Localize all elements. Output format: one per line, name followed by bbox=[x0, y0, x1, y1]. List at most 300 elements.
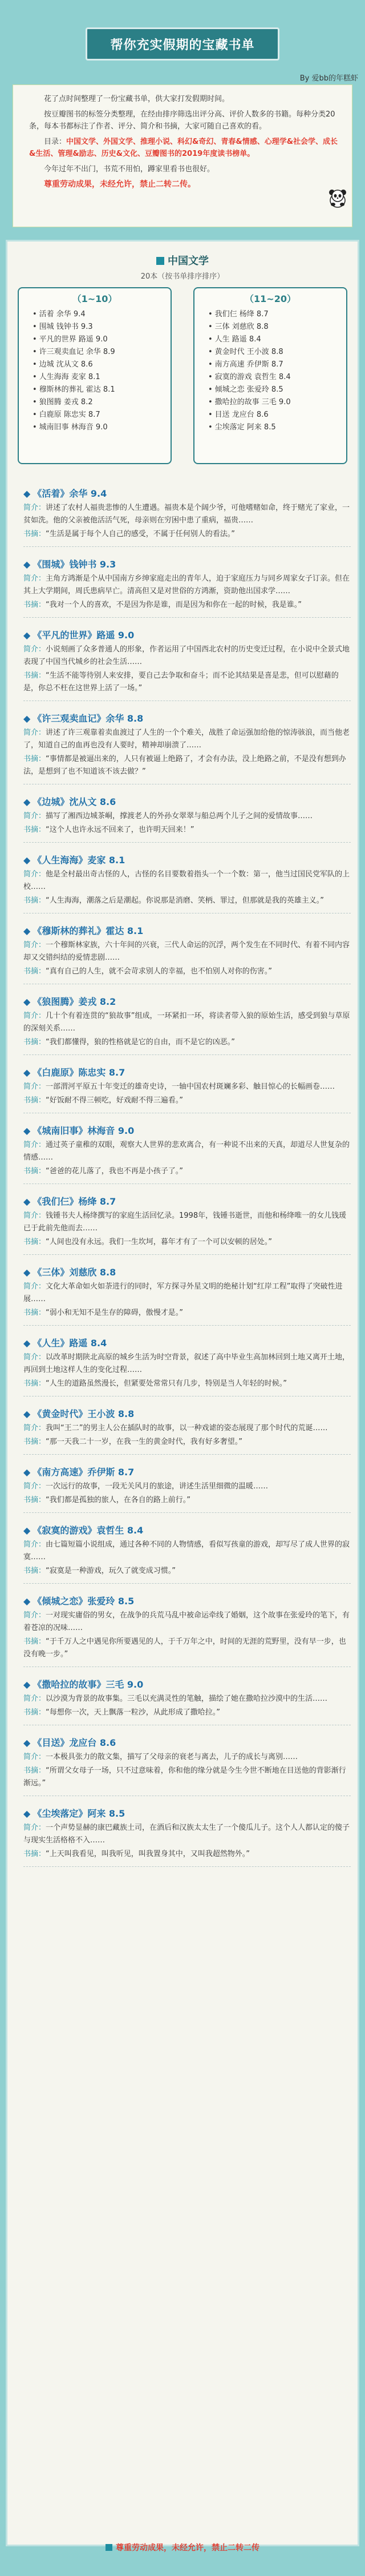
book-intro bbox=[23, 1210, 351, 1235]
diamond-icon: ◆ bbox=[23, 1525, 31, 1536]
toc-item bbox=[33, 384, 171, 396]
book-title-text: 《三体》刘慈欣 8.8 bbox=[33, 1267, 116, 1278]
book-title-text: 《围城》钱钟书 9.3 bbox=[33, 559, 116, 570]
toc-item bbox=[208, 346, 346, 359]
book-list bbox=[14, 487, 351, 1878]
book-intro-text: 主角方鸿渐是个从中国南方乡绅家庭走出的青年人，迫于家庭压力与同乡周家女子订亲。但在其上大学期间，周氏患病早亡。清高但又是对世俗的方鸿渐，资助他出国求学…… bbox=[23, 574, 350, 595]
book-title bbox=[23, 1407, 351, 1421]
toc-right bbox=[193, 287, 347, 464]
divider bbox=[23, 842, 351, 843]
quote-label: 书摘： bbox=[23, 671, 46, 680]
bullet-icon: • bbox=[33, 410, 37, 419]
book-title-text: 《尘埃落定》阿来 8.5 bbox=[33, 1808, 125, 1819]
divider bbox=[23, 984, 351, 985]
toc-item-label: 寂寞的游戏 袁哲生 8.4 bbox=[214, 373, 291, 381]
book-intro-text: 文化大革命如火如荼进行的同时，军方探寻外星文明的绝秘计划“红岸工程”取得了突破性进展…… bbox=[23, 1282, 343, 1303]
book-intro-text: 一次远行的故事，一段无关风月的旅途，讲述生活里细微的温暖…… bbox=[46, 1482, 269, 1491]
quote-label: 书摘： bbox=[23, 826, 46, 834]
book-quote-text: “那一天我二十一岁，在我一生的黄金时代，我有好多奢望。” bbox=[46, 1438, 242, 1446]
book-title bbox=[23, 1195, 351, 1209]
book-intro bbox=[23, 939, 351, 964]
intro-label: 简介： bbox=[23, 1282, 46, 1291]
toc-item bbox=[33, 321, 171, 333]
book-title-text: 《许三观卖血记》余华 8.8 bbox=[33, 713, 144, 724]
toc-item-label: 穆斯林的葬礼 霍达 8.1 bbox=[39, 385, 115, 394]
intro-label: 简介： bbox=[23, 1824, 46, 1832]
book-entry bbox=[14, 795, 351, 843]
bullet-icon: • bbox=[33, 373, 37, 381]
book-title bbox=[23, 924, 351, 938]
toc-item bbox=[208, 308, 346, 321]
book-intro bbox=[23, 1480, 351, 1493]
book-quote bbox=[23, 824, 351, 836]
book-quote bbox=[23, 528, 351, 541]
intro-label: 简介： bbox=[23, 1540, 46, 1549]
book-title-text: 《黄金时代》王小波 8.8 bbox=[33, 1408, 135, 1419]
quote-label: 书摘： bbox=[23, 1096, 46, 1105]
bullet-icon: • bbox=[33, 398, 37, 406]
intro-label: 简介： bbox=[23, 1424, 46, 1432]
intro-categories: 中国文学、外国文学、推理小说、科幻&奇幻、青春&情感、心理学&社会学、成长&生活、管理&励志、历史&文化、豆瓣图书的2019年度读书榜单。 bbox=[29, 138, 338, 158]
toc-item bbox=[33, 421, 171, 434]
intro-label: 简介： bbox=[23, 1012, 46, 1020]
bullet-icon: • bbox=[33, 310, 37, 319]
divider bbox=[23, 1512, 351, 1514]
book-intro-text: 我叫“王二”的男主人公在插队时的故事，以一种戏谑的姿态展现了那个时代的荒诞…… bbox=[46, 1424, 328, 1432]
diamond-icon: ◆ bbox=[23, 1196, 31, 1207]
book-quote-text: “弱小和无知不是生存的障碍，傲慢才是。” bbox=[46, 1309, 183, 1317]
book-entry bbox=[14, 995, 351, 1056]
diamond-icon: ◆ bbox=[23, 855, 31, 866]
book-quote-text: “我们都是孤独的旅人，在各自的路上前行。” bbox=[46, 1496, 190, 1504]
divider bbox=[23, 1725, 351, 1726]
toc-item bbox=[33, 371, 171, 384]
book-quote-text: “人生的道路虽然漫长，但紧要处常常只有几步，特别是当人年轻的时候。” bbox=[46, 1379, 287, 1388]
diamond-icon: ◆ bbox=[23, 1808, 31, 1819]
book-title bbox=[23, 995, 351, 1009]
book-quote bbox=[23, 1036, 351, 1049]
bullet-icon: • bbox=[208, 335, 213, 344]
book-title bbox=[23, 1524, 351, 1537]
diamond-icon: ◆ bbox=[23, 1338, 31, 1349]
diamond-icon: ◆ bbox=[23, 630, 31, 641]
toc-item-label: 许三观卖血记 余华 8.9 bbox=[39, 348, 115, 356]
divider bbox=[23, 1454, 351, 1455]
book-title bbox=[23, 1678, 351, 1692]
book-entry bbox=[14, 1407, 351, 1455]
book-intro-text: 讲述了农村人福贵悲惨的人生遭遇。福贵本是个阔少爷，可他嗜赌如命，终于赌光了家业，一贫如洗。他的父亲被他活活气死，母亲则在穷困中患了重病，福贵…… bbox=[23, 504, 350, 525]
bullet-icon: • bbox=[208, 398, 213, 406]
toc-item bbox=[208, 421, 346, 434]
bullet-icon: • bbox=[208, 410, 213, 419]
book-title bbox=[23, 1124, 351, 1138]
divider bbox=[23, 546, 351, 548]
book-title-text: 《人生》路遥 8.4 bbox=[33, 1338, 107, 1349]
section-subtitle: 20本（按书单排序排序） bbox=[140, 272, 225, 281]
toc-item-label: 围城 钱钟书 9.3 bbox=[39, 323, 93, 331]
toc-item-label: 倾城之恋 张爱玲 8.5 bbox=[214, 385, 283, 394]
book-quote bbox=[23, 1236, 351, 1249]
toc-item-label: 平凡的世界 路遥 9.0 bbox=[39, 335, 108, 344]
toc-item bbox=[33, 359, 171, 371]
divider bbox=[23, 1396, 351, 1397]
book-title bbox=[23, 629, 351, 642]
book-intro bbox=[23, 643, 351, 669]
divider bbox=[23, 784, 351, 785]
book-intro bbox=[23, 1139, 351, 1164]
intro-label: 简介： bbox=[23, 1141, 46, 1149]
intro-label: 简介： bbox=[23, 504, 46, 512]
book-entry bbox=[14, 558, 351, 618]
book-intro-text: 几十个有着连贯的“狼故事”组成，一环紧扣一环，将读者带入狼的原始生活，感受到狼与草原的深刻关系…… bbox=[23, 1012, 350, 1033]
book-quote-text: “上天叫我看见，叫我听见，叫我置身其中，又叫我超然物外。” bbox=[46, 1850, 250, 1858]
toc-item-label: 目送 龙应台 8.6 bbox=[214, 410, 269, 419]
book-intro-text: 由七篇短篇小说组成，通过各种不同的人物情感，看似写孩童的游戏，却写尽了成人世界的寂寞…… bbox=[23, 1540, 350, 1561]
diamond-icon: ◆ bbox=[23, 996, 31, 1007]
book-title-text: 《白鹿原》陈忠实 8.7 bbox=[33, 1067, 125, 1078]
book-title bbox=[23, 854, 351, 867]
bullet-icon: • bbox=[208, 323, 213, 331]
book-intro bbox=[23, 1693, 351, 1705]
book-quote bbox=[23, 1706, 351, 1719]
book-intro-text: 以改革时期陕北高原的城乡生活为时空背景，叙述了高中毕业生高加林回到土地又离开土地，再回到土地这样人生的变化过程…… bbox=[23, 1353, 350, 1374]
divider bbox=[23, 1667, 351, 1668]
book-intro bbox=[23, 573, 351, 598]
toc-right-head: （11~20） bbox=[245, 293, 296, 304]
intro-label: 简介： bbox=[23, 870, 46, 879]
book-entry bbox=[14, 1337, 351, 1397]
book-quote-text: “于千万人之中遇见你所要遇见的人，于千万年之中，时间的无涯的荒野里，没有早一步，也没有晚一步。” bbox=[23, 1637, 346, 1659]
book-intro-text: 以沙漠为背景的故事集。三毛以充满灵性的笔触，描绘了她在撒哈拉沙漠中的生活…… bbox=[46, 1694, 328, 1703]
book-quote-text: “每想你一次，天上飘落一粒沙，从此形成了撒哈拉。” bbox=[46, 1708, 220, 1717]
divider bbox=[23, 913, 351, 914]
book-quote bbox=[23, 1094, 351, 1107]
book-title bbox=[23, 1066, 351, 1080]
book-intro bbox=[23, 868, 351, 893]
book-intro-text: 描写了湘西边城茶峒，撑渡老人的外孙女翠翠与船总两个儿子之间的爱情故事…… bbox=[46, 812, 313, 820]
intro-label: 简介： bbox=[23, 1211, 46, 1220]
diamond-icon: ◆ bbox=[23, 796, 31, 807]
diamond-icon: ◆ bbox=[23, 1596, 31, 1607]
book-quote bbox=[23, 1307, 351, 1319]
divider bbox=[23, 1325, 351, 1326]
divider bbox=[23, 1113, 351, 1114]
quote-label: 书摘： bbox=[23, 1038, 46, 1046]
intro-label: 简介： bbox=[23, 728, 46, 737]
flag-icon bbox=[156, 257, 164, 265]
book-title-text: 《边城》沈从文 8.6 bbox=[33, 796, 116, 807]
book-quote-text: “寂寞是一种游戏，玩久了就变成习惯。” bbox=[46, 1567, 176, 1575]
toc-item-label: 边城 沈从文 8.6 bbox=[39, 360, 93, 369]
book-title bbox=[23, 712, 351, 726]
book-intro-text: 通过英子童稚的双眼，观察大人世界的悲欢离合，有一种说不出来的天真，却道尽人世复杂的情感…… bbox=[23, 1141, 350, 1162]
toc-item bbox=[208, 333, 346, 346]
book-quote-text: “我对一个人的喜欢，不是因为你是谁，而是因为和你在一起的时候，我是谁。” bbox=[46, 601, 302, 609]
toc-item bbox=[33, 333, 171, 346]
bullet-icon: • bbox=[33, 385, 37, 394]
bullet-icon: • bbox=[208, 423, 213, 432]
book-quote bbox=[23, 895, 351, 907]
intro-p4: 今年过年不出门，书荒不用怕，蹲家里看书也很好。 bbox=[44, 165, 215, 174]
book-quote bbox=[23, 1436, 351, 1448]
book-entry bbox=[14, 487, 351, 548]
toc-right-list bbox=[194, 308, 346, 434]
book-title bbox=[23, 487, 351, 501]
diamond-icon: ◆ bbox=[23, 1267, 31, 1278]
section-title-text: 中国文学 bbox=[168, 255, 209, 267]
diamond-icon: ◆ bbox=[23, 925, 31, 936]
toc-item bbox=[208, 409, 346, 421]
book-intro-text: 一本极具张力的散文集，描写了父母亲的衰老与离去，儿子的成长与离别…… bbox=[46, 1753, 298, 1761]
book-title-text: 《倾城之恋》张爱玲 8.5 bbox=[33, 1596, 135, 1607]
intro-label: 简介： bbox=[23, 941, 46, 949]
book-quote bbox=[23, 1494, 351, 1507]
book-title-text: 《我们仨》杨绛 8.7 bbox=[33, 1196, 116, 1207]
book-intro bbox=[23, 1351, 351, 1376]
book-quote-text: “人间也没有永远。我们一生坎坷，暮年才有了一个可以安顿的居处。” bbox=[46, 1238, 272, 1246]
toc-item bbox=[208, 384, 346, 396]
book-quote-text: “事情都是被逼出来的，人只有被逼上绝路了，才会有办法，没上绝路之前，不是没有想到办法，是想到了也不知道该不该去做？” bbox=[23, 755, 346, 776]
intro-p3 bbox=[29, 136, 342, 160]
toc-left-head: （1~10） bbox=[72, 293, 117, 304]
bullet-icon: • bbox=[208, 310, 213, 319]
intro-box bbox=[13, 84, 352, 227]
intro-warning: 尊重劳动成果，未经允许，禁止二转二传。 bbox=[44, 180, 196, 189]
divider bbox=[23, 1184, 351, 1185]
toc-item-label: 人生 路遥 8.4 bbox=[214, 335, 261, 344]
book-intro-text: 一部渭河平原五十年变迁的雄奇史诗，一轴中国农村斑斓多彩、触目惊心的长幅画卷…… bbox=[46, 1082, 335, 1091]
divider bbox=[23, 1866, 351, 1867]
bullet-icon: • bbox=[33, 360, 37, 369]
toc-item-label: 活着 余华 9.4 bbox=[39, 310, 86, 319]
book-intro bbox=[23, 727, 351, 752]
book-title bbox=[23, 1736, 351, 1750]
book-quote bbox=[23, 1765, 351, 1790]
book-entry bbox=[14, 1595, 351, 1668]
intro-label: 简介： bbox=[23, 1753, 46, 1761]
title-banner bbox=[86, 27, 279, 61]
book-title-text: 《狼图腾》姜戎 8.2 bbox=[33, 996, 116, 1007]
book-entry bbox=[14, 1524, 351, 1584]
toc-left bbox=[18, 287, 172, 464]
panda-icon bbox=[328, 187, 347, 208]
quote-label: 书摘： bbox=[23, 601, 46, 609]
book-quote-text: “好饭耐不得三顿吃，好戏耐不得三遍看。” bbox=[46, 1096, 183, 1105]
book-intro bbox=[23, 1609, 351, 1635]
book-intro bbox=[23, 1422, 351, 1435]
toc-left-list bbox=[19, 308, 171, 434]
book-intro bbox=[23, 1081, 351, 1093]
diamond-icon: ◆ bbox=[23, 488, 31, 499]
book-quote-text: “这个人也许永远不回来了，也许明天回来！” bbox=[46, 826, 194, 834]
intro-label: 简介： bbox=[23, 1694, 46, 1703]
diamond-icon: ◆ bbox=[23, 1408, 31, 1419]
book-title-text: 《平凡的世界》路遥 9.0 bbox=[33, 630, 135, 641]
quote-label: 书摘： bbox=[23, 967, 46, 976]
book-title bbox=[23, 1807, 351, 1821]
bullet-icon: • bbox=[208, 385, 213, 394]
toc-item bbox=[33, 346, 171, 359]
book-intro bbox=[23, 1822, 351, 1847]
bullet-icon: • bbox=[208, 348, 213, 356]
section-title bbox=[7, 253, 358, 268]
book-quote-text: “我们都懂得，狼的性格就是它的自由，而不是它的凶恶。” bbox=[46, 1038, 235, 1046]
quote-label: 书摘： bbox=[23, 896, 46, 905]
book-quote bbox=[23, 1636, 351, 1661]
toc-item-label: 撒哈拉的故事 三毛 9.0 bbox=[214, 398, 291, 406]
intro-p2: 按豆瓣图书的标签分类整理，在经由排序筛选出评分高、评价人数多的书籍。每种分类20条，每本书都标注了作者、评分、简介和书摘，大家可随自己喜欢的看。 bbox=[29, 110, 335, 131]
toc-item-label: 三体 刘慈欣 8.8 bbox=[214, 323, 269, 331]
book-title-text: 《活着》余华 9.4 bbox=[33, 488, 107, 499]
bullet-icon: • bbox=[33, 348, 37, 356]
quote-label: 书摘： bbox=[23, 1637, 46, 1646]
quote-label: 书摘： bbox=[23, 1567, 46, 1575]
quote-label: 书摘： bbox=[23, 1238, 46, 1246]
book-intro bbox=[23, 502, 351, 527]
toc-item-label: 白鹿原 陈忠实 8.7 bbox=[39, 410, 100, 419]
book-intro bbox=[23, 810, 351, 823]
book-intro-text: 一个声势显赫的康巴藏族土司，在酒后和汉族太太生了一个傻瓜儿子。这个人人都认定的傻子与现实生活格格不入…… bbox=[23, 1824, 350, 1845]
book-entry bbox=[14, 1066, 351, 1114]
book-entry bbox=[14, 1124, 351, 1185]
intro-label: 简介： bbox=[23, 574, 46, 583]
book-quote bbox=[23, 1848, 351, 1861]
divider bbox=[23, 701, 351, 702]
page-title: 帮你充实假期的宝藏书单 bbox=[110, 38, 255, 53]
footer-note bbox=[7, 2542, 358, 2553]
flag-icon bbox=[106, 2544, 112, 2551]
quote-label: 书摘： bbox=[23, 755, 46, 763]
book-quote-text: “爸爸的花儿落了，我也不再是小孩子了。” bbox=[46, 1167, 183, 1176]
book-title bbox=[23, 1595, 351, 1608]
toc-item bbox=[33, 308, 171, 321]
book-intro-text: 他是全村最出奇古怪的人，古怪的名目要数着指头一个一个数：第一，他当过国民党军队的上校…… bbox=[23, 870, 350, 891]
book-entry bbox=[14, 1195, 351, 1255]
divider bbox=[23, 1254, 351, 1255]
book-quote bbox=[23, 753, 351, 778]
book-quote-text: “真有自己的人生，就不会苛求别人的幸福，也不怕别人对你的伤害。” bbox=[46, 967, 272, 976]
book-intro-text: 小说刻画了众多普通人的形象，作者运用了中国西北农村的历史变迁过程，在小说中全景式地表现了中国当代城乡的社会生活…… bbox=[23, 645, 350, 666]
book-title-text: 《城南旧事》林海音 9.0 bbox=[33, 1125, 135, 1136]
quote-label: 书摘： bbox=[23, 1379, 46, 1388]
book-quote bbox=[23, 1378, 351, 1390]
diamond-icon: ◆ bbox=[23, 1467, 31, 1478]
book-quote-text: “人生海海，潮落之后是潮起。你说那是消磨、笑柄、罪过，但那就是我的英雄主义。” bbox=[46, 896, 324, 905]
book-title-text: 《目送》龙应台 8.6 bbox=[33, 1737, 116, 1748]
book-quote bbox=[23, 599, 351, 611]
book-title-text: 《人生海海》麦家 8.1 bbox=[33, 855, 125, 866]
intro-p1: 花了点时间整理了一份宝藏书单，供大家打发假期时间。 bbox=[44, 95, 230, 103]
book-intro bbox=[23, 1281, 351, 1306]
toc-item bbox=[208, 321, 346, 333]
quote-label: 书摘： bbox=[23, 1766, 46, 1775]
book-entry bbox=[14, 924, 351, 985]
diamond-icon: ◆ bbox=[23, 559, 31, 570]
intro-label: 简介： bbox=[23, 645, 46, 654]
book-title-text: 《寂寞的游戏》袁哲生 8.4 bbox=[33, 1525, 144, 1536]
divider bbox=[23, 1054, 351, 1056]
book-title bbox=[23, 1337, 351, 1350]
book-intro bbox=[23, 1539, 351, 1564]
book-entry bbox=[14, 1807, 351, 1867]
intro-label: 简介： bbox=[23, 1482, 46, 1491]
diamond-icon: ◆ bbox=[23, 1679, 31, 1690]
toc-item-label: 狼图腾 姜戎 8.2 bbox=[39, 398, 93, 406]
divider bbox=[23, 1583, 351, 1584]
book-intro-text: 一对现实庸俗的男女，在战争的兵荒马乱中被命运牵线了婚姻，这个故事在张爱玲的笔下，有着苍凉的况味…… bbox=[23, 1611, 350, 1632]
book-entry bbox=[14, 1266, 351, 1326]
toc-item-label: 城南旧事 林海音 9.0 bbox=[39, 423, 108, 432]
toc-item-label: 人生海海 麦家 8.1 bbox=[39, 373, 100, 381]
book-quote-text: “所谓父女母子一场，只不过意味着，你和他的缘分就是今生今世不断地在目送他的背影渐行渐远。” bbox=[23, 1766, 346, 1788]
book-quote bbox=[23, 670, 351, 695]
book-entry bbox=[14, 1466, 351, 1514]
book-quote-text: “生活不能等待别人来安排，要自己去争取和奋斗；而不论其结果是喜是悲，但可以慰藉的是，你总不枉在这世界上活了一场。” bbox=[23, 671, 339, 693]
book-quote bbox=[23, 1565, 351, 1577]
diamond-icon: ◆ bbox=[23, 1067, 31, 1078]
toc-item-label: 尘埃落定 阿来 8.5 bbox=[214, 423, 276, 432]
diamond-icon: ◆ bbox=[23, 1737, 31, 1748]
intro-label: 简介： bbox=[23, 1611, 46, 1620]
bullet-icon: • bbox=[33, 335, 37, 344]
toc-item-label: 黄金时代 王小波 8.8 bbox=[214, 348, 283, 356]
book-intro-text: 一个穆斯林家族，六十年间的兴衰，三代人命运的沉浮，两个发生在不同时代、有着不同内容却又交错纠结的爱情悲剧…… bbox=[23, 941, 350, 962]
toc-item bbox=[33, 396, 171, 409]
bullet-icon: • bbox=[208, 360, 213, 369]
book-title-text: 《穆斯林的葬礼》霍达 8.1 bbox=[33, 925, 144, 936]
book-title bbox=[23, 1266, 351, 1279]
book-quote bbox=[23, 1165, 351, 1178]
book-intro-text: 钱锺书夫人杨绛撰写的家庭生活回忆录。1998年，钱锺书逝世，而他和杨绛唯一的女儿钱瑗已于此前先他而去…… bbox=[23, 1211, 347, 1233]
intro-label: 简介： bbox=[23, 1082, 46, 1091]
quote-label: 书摘： bbox=[23, 1850, 46, 1858]
bullet-icon: • bbox=[208, 373, 213, 381]
book-title bbox=[23, 558, 351, 571]
book-title bbox=[23, 795, 351, 809]
quote-label: 书摘： bbox=[23, 1167, 46, 1176]
divider bbox=[23, 1796, 351, 1797]
toc-item bbox=[208, 359, 346, 371]
book-title bbox=[23, 1466, 351, 1479]
book-quote-text: “生活是属于每个人自己的感受，不属于任何别人的看法。” bbox=[46, 530, 235, 538]
book-title-text: 《撒哈拉的故事》三毛 9.0 bbox=[33, 1679, 144, 1690]
toc-item bbox=[208, 396, 346, 409]
quote-label: 书摘： bbox=[23, 1496, 46, 1504]
toc-item bbox=[33, 409, 171, 421]
quote-label: 书摘： bbox=[23, 1438, 46, 1446]
book-title-text: 《南方高速》乔伊斯 8.7 bbox=[33, 1467, 135, 1478]
quote-label: 书摘： bbox=[23, 530, 46, 538]
book-entry bbox=[14, 1736, 351, 1797]
book-entry bbox=[14, 629, 351, 702]
book-entry bbox=[14, 712, 351, 785]
book-quote bbox=[23, 965, 351, 978]
quote-label: 书摘： bbox=[23, 1708, 46, 1717]
book-intro bbox=[23, 1010, 351, 1035]
diamond-icon: ◆ bbox=[23, 713, 31, 724]
intro-toc-label: 目录： bbox=[44, 138, 67, 146]
bullet-icon: • bbox=[33, 323, 37, 331]
intro-label: 简介： bbox=[23, 1353, 46, 1362]
quote-label: 书摘： bbox=[23, 1309, 46, 1317]
chinese-literature-section bbox=[6, 240, 359, 2546]
book-entry bbox=[14, 1678, 351, 1726]
book-intro bbox=[23, 1751, 351, 1764]
divider bbox=[23, 617, 351, 618]
toc-item-label: 南方高速 乔伊斯 8.7 bbox=[214, 360, 283, 369]
diamond-icon: ◆ bbox=[23, 1125, 31, 1136]
bullet-icon: • bbox=[33, 423, 37, 432]
